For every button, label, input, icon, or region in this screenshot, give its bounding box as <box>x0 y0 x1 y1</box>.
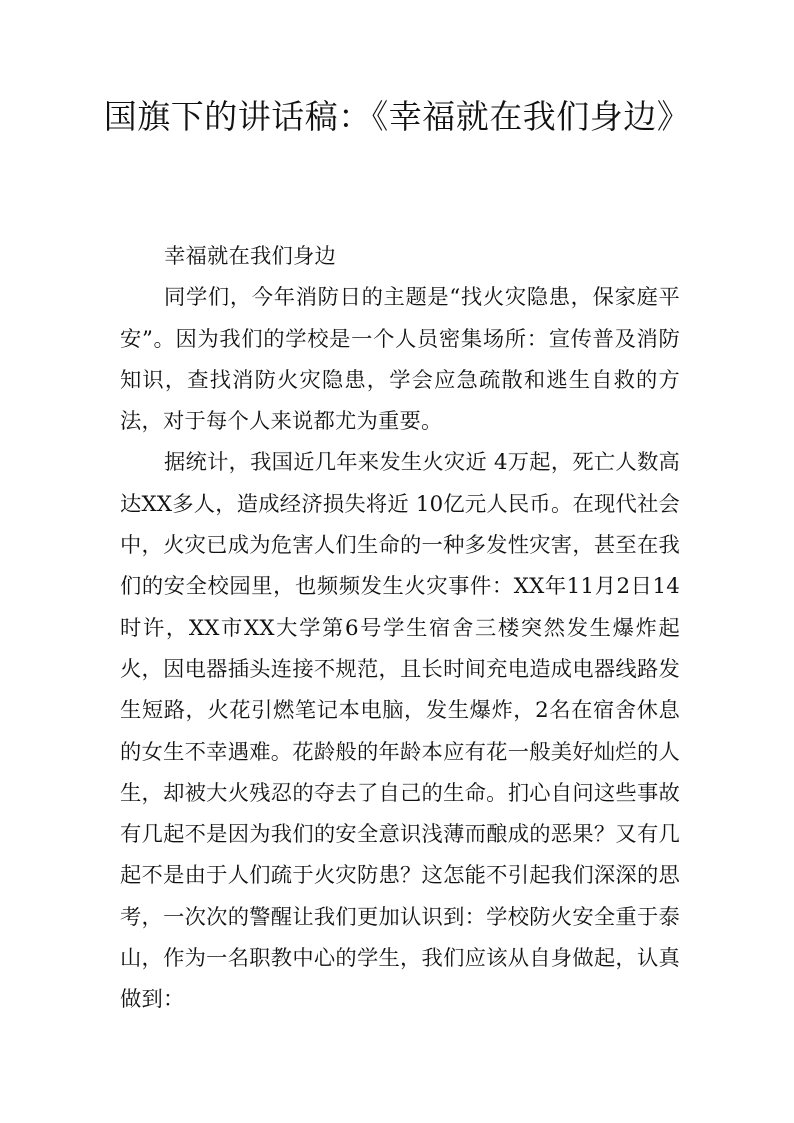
body-paragraph: 据统计，我国近几年来发生火灾近 4万起，死亡人数高达XX多人，造成经济损失将近 10亿元人民币。在现代社会中，火灾已成为危害人们生命的一种多发性灾害，甚至在我们的安全校园里，也频频发生火灾事件：XX年11月2日14时许，XX市XX大学第6号学生宿舍三楼突然发生爆炸起火，因电器插头连接不规范，且长时间充电造成电器线路发生短路，火花引燃笔记本电脑，发生爆炸，2名在宿舍休息的女生不幸遇难。花龄般的年龄本应有花一般美好灿烂的人生，却被大火残忍的夺去了自己的生命。扪心自问这些事故有几起不是因为我们的安全意识浅薄而酿成的恶果？又有几起不是由于人们疏于火灾防患？这怎能不引起我们深深的思考，一次次的警醒让我们更加认识到：学校防火安全重于泰山，作为一名职教中心的学生，我们应该从自身做起，认真做到： <box>120 450 680 1013</box>
body-paragraph: 同学们，今年消防日的主题是“找火灾隐患，保家庭平安”。因为我们的学校是一个人员密集场所：宣传普及消防知识，查找消防火灾隐患，学会应急疏散和逃生自救的方法，对于每个人来说都尤为重要。 <box>120 285 680 435</box>
document-title: 国旗下的讲话稿：《幸福就在我们身边》 <box>103 97 691 136</box>
document-body <box>120 236 680 1021</box>
section-heading: 幸福就在我们身边 <box>164 244 336 269</box>
